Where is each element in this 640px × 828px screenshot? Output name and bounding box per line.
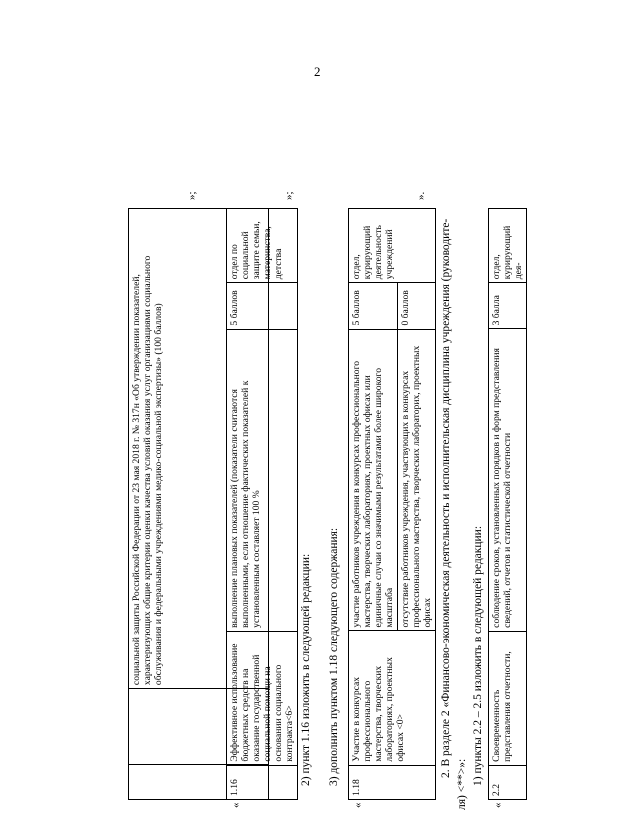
closing-mark: »;: [283, 191, 295, 200]
paragraph-item-2: 2) пункт 1.16 изложить в следующей редакции:: [300, 553, 312, 786]
table-row-2-2: [488, 208, 527, 800]
cell-name: Участие в конкурсах профессионального мастерства, творческих лабораториях, проектных офисах <0>: [349, 631, 436, 765]
cell-number: 2.2: [489, 765, 527, 799]
opening-mark: «: [492, 802, 504, 808]
cell-responsible: отдел по социальной защите семьи, материнства, детства: [227, 209, 298, 283]
cell-name: Эффективное использование бюджетных средств на оказание государственной социальной помощи на основании социального контракта<6>: [227, 631, 298, 765]
cell-score-2: 0 баллов: [398, 283, 436, 329]
page-number: 2: [314, 64, 321, 79]
cell-responsible: отдел, курирующий деятельность учреждений: [349, 209, 436, 283]
opening-mark: «: [230, 802, 242, 808]
table-cell-criterion: социальной защиты Российской Федерации от 23 мая 2018 г. № 317н «Об утверждении показателей, характеризующих общие критерии оценки качества условий оказания услуг организациями социального обслуживания и федеральными учреждениями медико-социальной экспертизы» (100 баллов): [129, 209, 269, 689]
closing-mark: »;: [186, 191, 198, 200]
paragraph-section-2: 2. В разделе 2 «Финансово-экономическая деятельность и исполнительская дисциплина учреждения (руководите-: [440, 218, 452, 778]
cell-criterion-2: отсутствие работников учреждения, участвующих в конкурсах профессионального мастерства, творческих лабораторих, проектных офисах: [398, 329, 436, 631]
cell-number: 1.18: [349, 765, 436, 799]
paragraph-section-2-cont: ля) <**>»:: [456, 758, 468, 810]
paragraph-item-1: 1) пункты 2.2 – 2.5 изложить в следующей редакции:: [472, 525, 484, 786]
cell-number: 1.16: [227, 765, 298, 799]
cell-score: 3 балла: [489, 283, 527, 329]
cell-score: 5 баллов: [227, 283, 298, 329]
cell-name: Своевременность представления отчетности,: [489, 631, 527, 765]
paragraph-item-3: 3) дополнить пунктом 1.18 следующего содержания:: [328, 527, 340, 786]
cell-criterion-1: участие работников учреждения в конкурсах профессионального мастерства, творческих лабораториях, проектных офисах или единичные случаи со значимыми результатами более широкого масштаба: [349, 329, 398, 631]
cell-criterion: выполнение плановых показателей (показатели считаются выполненными, если отношение фактических показателей к установленным составляет 100 %: [227, 329, 298, 631]
cell-score-1: 5 баллов: [349, 283, 398, 329]
cell-criterion: соблюдение сроков, установленных порядков и форм представления сведений, отчетов и статистической отчетности: [489, 329, 527, 631]
opening-mark: «: [352, 802, 364, 808]
table-row-1-16: [226, 208, 298, 800]
cell-responsible: отдел, курирующий дея-: [489, 209, 527, 283]
table-row-1-18: [348, 208, 436, 800]
closing-mark: ».: [415, 191, 427, 200]
